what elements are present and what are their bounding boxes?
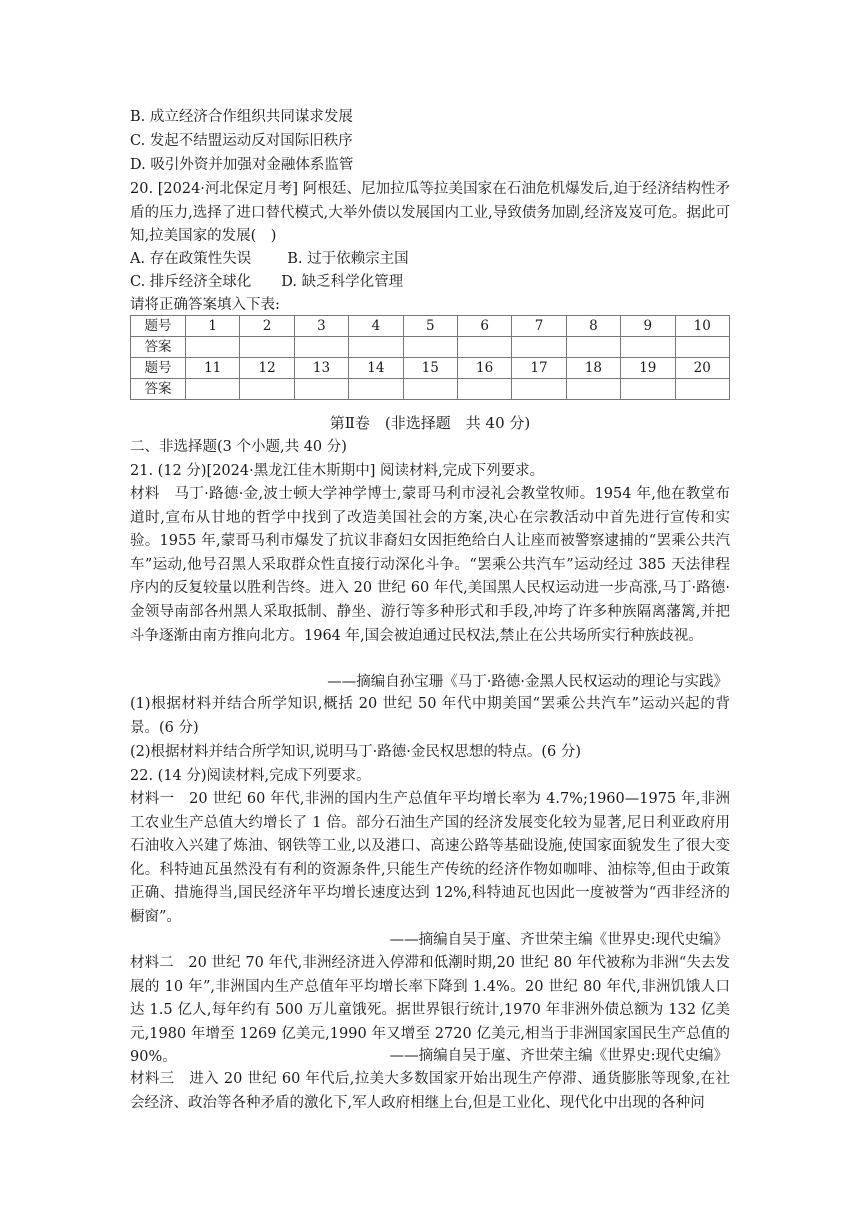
- section-heading: 二、非选择题(3 个小题,共 40 分): [130, 439, 347, 455]
- question-number: 17: [512, 358, 566, 379]
- question-number: 15: [403, 358, 457, 379]
- q21-material: 材料 马丁·路德·金,波士顿大学神学博士,蒙哥马利市浸礼会教堂牧师。1954 年,他在教堂布道时,宣布从甘地的哲学中找到了改造美国社会的方案,决心在宗教活动中首先进行宣传和实验。1955 年,蒙哥马利市爆发了抗议非裔妇女因拒绝给白人让座而被警察逮捕的“罢乘公共汽车”运动,他号召黑人采取群众性直接行动深化斗争。“罢乘公共汽车”运动经过 385 天法律程序内的反复较量以胜利告终。进入 20 世纪 60 年代,美国黑人民权运动进一步高涨,马丁·路德·金领导南部各州黑人采取抵制、静坐、游行等多种形式和手段,冲垮了许多种族隔离藩篱,并把斗争逐渐由南方推向北方。1964 年,国会被迫通过民权法,禁止在公共场所实行种族歧视。: [130, 486, 730, 644]
- answer-cell[interactable]: [457, 337, 511, 358]
- question-number: 9: [621, 316, 675, 337]
- table-row: [131, 316, 730, 337]
- answer-cell[interactable]: [349, 379, 403, 400]
- answer-cell[interactable]: [621, 337, 675, 358]
- q21-stem: 21. (12 分)[2024·黑龙江佳木斯期中] 阅读材料,完成下列要求。: [130, 463, 545, 479]
- q20-option-b: B. 过于依赖宗主国: [287, 251, 409, 267]
- question-number: 3: [294, 316, 348, 337]
- q20-option-d: D. 缺乏科学化管理: [281, 274, 404, 290]
- answer-cell[interactable]: [294, 337, 348, 358]
- q21-sub1: (1)根据材料并结合所学知识,概括 20 世纪 50 年代中期美国“罢乘公共汽车”运动兴起的背景。(6 分): [130, 696, 730, 736]
- q22-material2: 材料二 20 世纪 70 年代,非洲经济进入停滞和低潮时期,20 世纪 80 年代被称为非洲“失去发展的 10 年”,非洲国内生产总值年平均增长率下降到 1.4%。20 世纪 80 年代,非洲饥饿人口达 1.5 亿人,每年约有 500 万儿童饿死。据世界银行统计,1970 年非洲外债总额为 132 亿美元,1980 年增至 1269 亿美元,1990 年又增至 2720 亿美元,相当于非洲国家国民生产总值的 90%。: [130, 955, 730, 1066]
- q20-option-a: A. 存在政策性失误: [130, 251, 252, 267]
- q20-option-c: C. 排斥经济全球化: [130, 274, 252, 290]
- q20-options-row2: [130, 272, 403, 292]
- question-number: 14: [349, 358, 403, 379]
- answer-cell[interactable]: [240, 337, 294, 358]
- number-label: 题号: [131, 316, 186, 337]
- answer-label: 答案: [131, 379, 186, 400]
- q22-material1: 材料一 20 世纪 60 年代,非洲的国内生产总值年平均增长率为 4.7%;1960—1975 年,非洲工农业生产总值大约增长了 1 倍。部分石油生产国的经济发展变化较为显著,尼日利亚政府用石油收入兴建了炼油、钢铁等工业,以及港口、高速公路等基础设施,使国家面貌发生了很大变化。科特迪瓦虽然没有有利的资源条件,只能生产传统的经济作物如咖啡、油棕等,但由于政策正确、措施得当,国民经济年平均增长速度达到 12%,科特迪瓦也因此一度被誉为“西非经济的橱窗”。: [130, 791, 730, 925]
- question-number: 6: [457, 316, 511, 337]
- answer-cell[interactable]: [403, 379, 457, 400]
- answer-cell[interactable]: [240, 379, 294, 400]
- answer-cell[interactable]: [294, 379, 348, 400]
- question-number: 4: [349, 316, 403, 337]
- question-number: 1: [186, 316, 240, 337]
- answer-label: 答案: [131, 337, 186, 358]
- answer-cell[interactable]: [349, 337, 403, 358]
- question-number: 18: [566, 358, 620, 379]
- section-title: 第Ⅱ卷 (非选择题 共 40 分): [329, 414, 531, 432]
- q20-options-row1: [130, 249, 409, 269]
- question-number: 13: [294, 358, 348, 379]
- answer-table: [130, 315, 730, 400]
- table-row: [131, 379, 730, 400]
- table-row: [131, 337, 730, 358]
- q20-stem: 20. [2024·河北保定月考] 阿根廷、尼加拉瓜等拉美国家在石油危机爆发后,迫于经济结构性矛盾的压力,选择了进口替代模式,大举外债以发展国内工业,导致债务加剧,经济岌岌可危。据此可知,拉美国家的发展( ): [130, 181, 730, 245]
- q19-option-b: B. 成立经济合作组织共同谋求发展: [130, 109, 353, 125]
- answer-cell[interactable]: [566, 337, 620, 358]
- answer-cell[interactable]: [675, 379, 729, 400]
- q19-option-c: C. 发起不结盟运动反对国际旧秩序: [130, 133, 353, 149]
- answer-table-instruction: 请将正确答案填入下表:: [130, 297, 280, 313]
- question-number: 12: [240, 358, 294, 379]
- question-number: 5: [403, 316, 457, 337]
- answer-cell[interactable]: [186, 379, 240, 400]
- question-number: 19: [621, 358, 675, 379]
- answer-cell[interactable]: [566, 379, 620, 400]
- answer-cell[interactable]: [512, 379, 566, 400]
- answer-cell[interactable]: [186, 337, 240, 358]
- question-number: 7: [512, 316, 566, 337]
- table-row: [131, 358, 730, 379]
- question-number: 16: [457, 358, 511, 379]
- q22-source2: ——摘编自吴于廑、齐世荣主编《世界史:现代史编》: [389, 1048, 728, 1064]
- answer-cell[interactable]: [457, 379, 511, 400]
- answer-cell[interactable]: [621, 379, 675, 400]
- q22-material3: 材料三 进入 20 世纪 60 年代后,拉美大多数国家开始出现生产停滞、通货膨胀等现象,在社会经济、政治等各种矛盾的激化下,军人政府相继上台,但是工业化、现代化中出现的各种问: [130, 1071, 730, 1111]
- question-number: 20: [675, 358, 729, 379]
- answer-cell[interactable]: [512, 337, 566, 358]
- answer-cell[interactable]: [675, 337, 729, 358]
- question-number: 2: [240, 316, 294, 337]
- question-number: 10: [675, 316, 729, 337]
- answer-cell[interactable]: [403, 337, 457, 358]
- question-number: 8: [566, 316, 620, 337]
- q21-source: ——摘编自孙宝珊《马丁·路德·金黑人民权运动的理论与实践》: [327, 674, 728, 690]
- q19-option-d: D. 吸引外资并加强对金融体系监管: [130, 157, 354, 173]
- q22-source1: ——摘编自吴于廑、齐世荣主编《世界史:现代史编》: [389, 932, 728, 948]
- q22-stem: 22. (14 分)阅读材料,完成下列要求。: [130, 768, 371, 784]
- q21-sub2: (2)根据材料并结合所学知识,说明马丁·路德·金民权思想的特点。(6 分): [130, 744, 582, 760]
- number-label: 题号: [131, 358, 186, 379]
- question-number: 11: [186, 358, 240, 379]
